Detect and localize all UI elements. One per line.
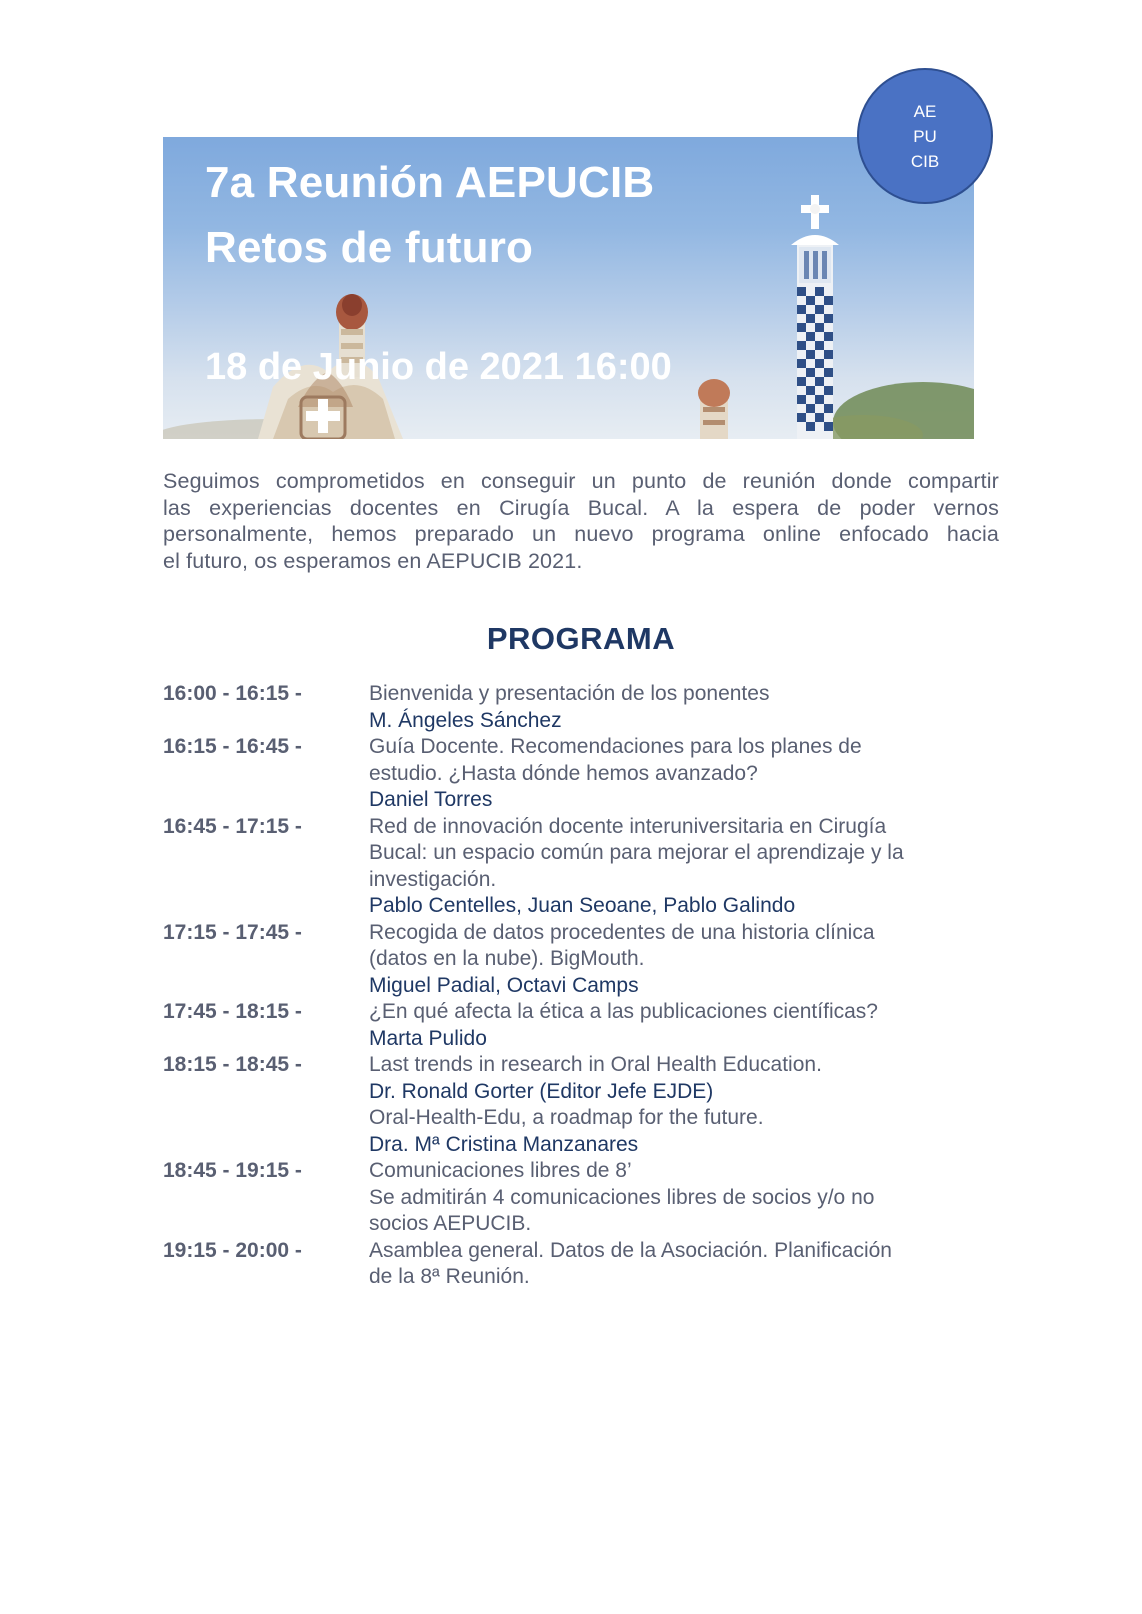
schedule-row bbox=[163, 814, 999, 920]
schedule-row bbox=[163, 681, 999, 734]
session-description: Guía Docente. Recomendaciones para los planes de bbox=[369, 735, 862, 758]
speaker-name: Dra. Mª Cristina Manzanares bbox=[369, 1132, 639, 1156]
session-description: socios AEPUCIB. bbox=[369, 1212, 532, 1235]
intro-line: el futuro, os esperamos en AEPUCIB 2021. bbox=[163, 548, 583, 573]
event-banner bbox=[163, 137, 974, 439]
schedule-time: 18:15 - 18:45 - bbox=[163, 1053, 302, 1076]
schedule-content bbox=[369, 1158, 999, 1238]
schedule-content bbox=[369, 920, 999, 1000]
schedule-row bbox=[163, 734, 999, 814]
session-description: (datos en la nube). BigMouth. bbox=[369, 947, 645, 970]
schedule-content bbox=[369, 1052, 999, 1158]
session-description: Comunicaciones libres de 8’ bbox=[369, 1159, 632, 1182]
speaker-name: Marta Pulido bbox=[369, 1026, 487, 1050]
schedule-content bbox=[369, 1238, 999, 1291]
session-description: de la 8ª Reunión. bbox=[369, 1265, 530, 1288]
schedule-row bbox=[163, 1052, 999, 1158]
schedule-time: 18:45 - 19:15 - bbox=[163, 1159, 302, 1182]
session-description: Bucal: un espacio común para mejorar el aprendizaje y la bbox=[369, 841, 904, 864]
logo-line-2: PU bbox=[913, 126, 937, 146]
session-description: estudio. ¿Hasta dónde hemos avanzado? bbox=[369, 761, 758, 785]
session-description: Asamblea general. Datos de la Asociación. Planificación bbox=[369, 1238, 892, 1262]
speaker-name: Dr. Ronald Gorter (Editor Jefe EJDE) bbox=[369, 1079, 714, 1103]
intro-paragraph bbox=[163, 468, 999, 574]
session-description: Last trends in research in Oral Health Education. bbox=[369, 1053, 822, 1076]
speaker-name: M. Ángeles Sánchez bbox=[369, 708, 562, 732]
schedule-row bbox=[163, 920, 999, 1000]
logo-line-1: AE bbox=[913, 101, 937, 121]
aepucib-logo bbox=[857, 68, 993, 204]
session-description: Oral-Health-Edu, a roadmap for the future. bbox=[369, 1106, 764, 1129]
banner-date: 18 de Junio de 2021 16:00 bbox=[205, 346, 672, 388]
banner-subtitle: Retos de futuro bbox=[205, 223, 534, 272]
session-description: Recogida de datos procedentes de una historia clínica bbox=[369, 920, 875, 944]
tower bbox=[791, 195, 839, 439]
schedule-time: 16:15 - 16:45 - bbox=[163, 735, 302, 758]
session-description: Red de innovación docente interuniversitaria en Cirugía bbox=[369, 814, 887, 838]
schedule-time: 16:45 - 17:15 - bbox=[163, 814, 302, 838]
schedule-content bbox=[369, 814, 999, 920]
session-description: Se admitirán 4 comunicaciones libres de socios y/o no bbox=[369, 1185, 875, 1209]
logo-line-3: CIB bbox=[910, 151, 940, 171]
intro-line: Seguimos comprometidos en conseguir un punto de reunión donde compartir bbox=[163, 469, 999, 493]
program-schedule bbox=[163, 681, 999, 1291]
schedule-content bbox=[369, 681, 999, 734]
schedule-row bbox=[163, 1238, 999, 1291]
schedule-content bbox=[369, 734, 999, 814]
session-description: Bienvenida y presentación de los ponentes bbox=[369, 682, 770, 705]
schedule-content bbox=[369, 999, 999, 1052]
schedule-row bbox=[163, 1158, 999, 1238]
speaker-name: Daniel Torres bbox=[369, 788, 493, 811]
intro-line: las experiencias docentes en Cirugía Bucal. A la espera de poder vernos bbox=[163, 495, 999, 520]
schedule-time: 17:15 - 17:45 - bbox=[163, 920, 302, 944]
program-heading: PROGRAMA bbox=[486, 621, 676, 656]
schedule-row bbox=[163, 999, 999, 1052]
speaker-name: Pablo Centelles, Juan Seoane, Pablo Galindo bbox=[369, 894, 796, 917]
banner-title: 7a Reunión AEPUCIB bbox=[205, 158, 655, 207]
session-description: ¿En qué afecta la ética a las publicaciones científicas? bbox=[369, 1000, 878, 1023]
intro-line: personalmente, hemos preparado un nuevo programa online enfocado hacia bbox=[163, 522, 999, 546]
schedule-time: 19:15 - 20:00 - bbox=[163, 1238, 302, 1262]
session-description: investigación. bbox=[369, 867, 497, 891]
schedule-time: 17:45 - 18:15 - bbox=[163, 1000, 302, 1023]
schedule-time: 16:00 - 16:15 - bbox=[163, 682, 302, 705]
speaker-name: Miguel Padial, Octavi Camps bbox=[369, 973, 639, 997]
